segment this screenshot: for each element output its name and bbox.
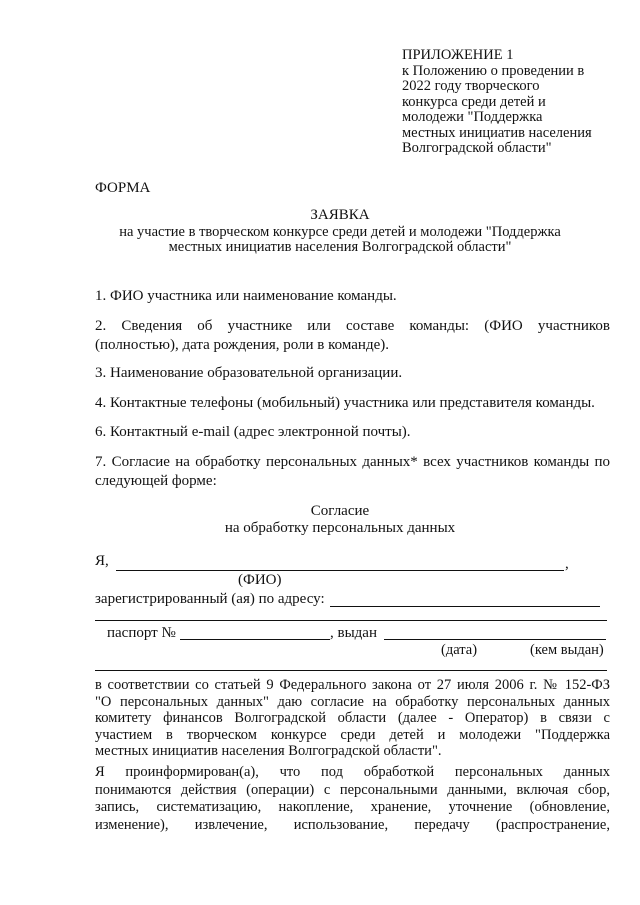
issued-field-continuation[interactable] — [95, 670, 607, 671]
issued-label: , выдан — [330, 625, 377, 641]
item-7-line: следующей форме: — [95, 473, 217, 489]
consent-subtitle: на обработку персональных данных — [224, 520, 456, 536]
consent-informed-line: Я проинформирован(а), что под обработкой персональных данных — [95, 764, 610, 780]
appendix-line: ПРИЛОЖЕНИЕ 1 — [402, 47, 514, 63]
appendix-line: к Положению о проведении в — [402, 62, 585, 79]
appendix-line: Волгоградской области" — [402, 140, 552, 156]
consent-ya-label: Я, — [95, 553, 109, 569]
appendix-line: местных инициатив населения — [402, 124, 592, 141]
passport-label: паспорт № — [107, 625, 176, 641]
consent-informed-line: изменение), извлечение, использование, передачу (распространение, — [95, 816, 610, 833]
consent-title: Согласие — [310, 503, 370, 519]
consent-comma: , — [565, 556, 569, 572]
passport-number-field[interactable] — [180, 639, 330, 640]
consent-body-line: комитету финансов Волгоградской области (далее - Оператор) в связи с — [95, 710, 610, 726]
item-4: 4. Контактные телефоны (мобильный) участника или представителя команды. — [95, 395, 595, 411]
consent-informed — [95, 764, 610, 834]
item-7 — [95, 453, 610, 491]
consent-body-line: в соответствии со статьей 9 Федерального закона от 27 июля 2006 г. № 152-ФЗ — [95, 677, 610, 693]
item-2-line: 2. Сведения об участнике или составе команды: (ФИО участников — [95, 318, 610, 334]
item-1: 1. ФИО участника или наименование команды. — [95, 288, 397, 304]
application-subtitle-line: местных инициатив населения Волгоградской области" — [168, 239, 512, 255]
consent-informed-line: запись, систематизацию, накопление, хранение, уточнение (обновление, — [95, 799, 610, 815]
consent-body-line: "О персональных данных" даю согласие на обработку персональных данных — [95, 693, 610, 710]
forma-label: ФОРМА — [95, 180, 151, 196]
application-subtitle — [60, 225, 620, 255]
consent-body-line: местных инициатив населения Волгоградской области". — [95, 743, 442, 759]
appendix-header — [402, 48, 622, 157]
consent-informed-line: понимаются действия (операции) с персональными данными, включая сбор, — [95, 781, 610, 798]
item-7-line: 7. Согласие на обработку персональных данных* всех участников команды по — [95, 454, 610, 470]
application-subtitle-line: на участие в творческом конкурсе среди детей и молодежи "Поддержка — [119, 224, 561, 240]
fio-caption: (ФИО) — [238, 572, 282, 588]
item-6: 6. Контактный e-mail (адрес электронной почты). — [95, 424, 411, 440]
issued-by-caption: (кем выдан) — [530, 642, 604, 658]
consent-body-line: участием в творческом конкурсе среди детей и молодежи "Поддержка — [95, 726, 610, 743]
appendix-line: 2022 году творческого — [402, 78, 540, 94]
appendix-line: конкурса среди детей и — [402, 93, 546, 110]
item-3: 3. Наименование образовательной организации. — [95, 365, 403, 381]
registered-label: зарегистрированный (ая) по адресу: — [95, 591, 325, 607]
application-title: ЗАЯВКА — [310, 207, 370, 223]
date-caption: (дата) — [441, 642, 478, 658]
address-field[interactable] — [330, 606, 600, 607]
issued-field[interactable] — [384, 639, 606, 640]
appendix-line: молодежи "Поддержка — [402, 109, 543, 125]
item-2 — [95, 317, 610, 355]
consent-body — [95, 677, 610, 760]
fio-field[interactable] — [116, 570, 564, 571]
address-field-continuation[interactable] — [95, 620, 607, 621]
item-2-line: (полностью), дата рождения, роли в команде). — [95, 337, 389, 353]
